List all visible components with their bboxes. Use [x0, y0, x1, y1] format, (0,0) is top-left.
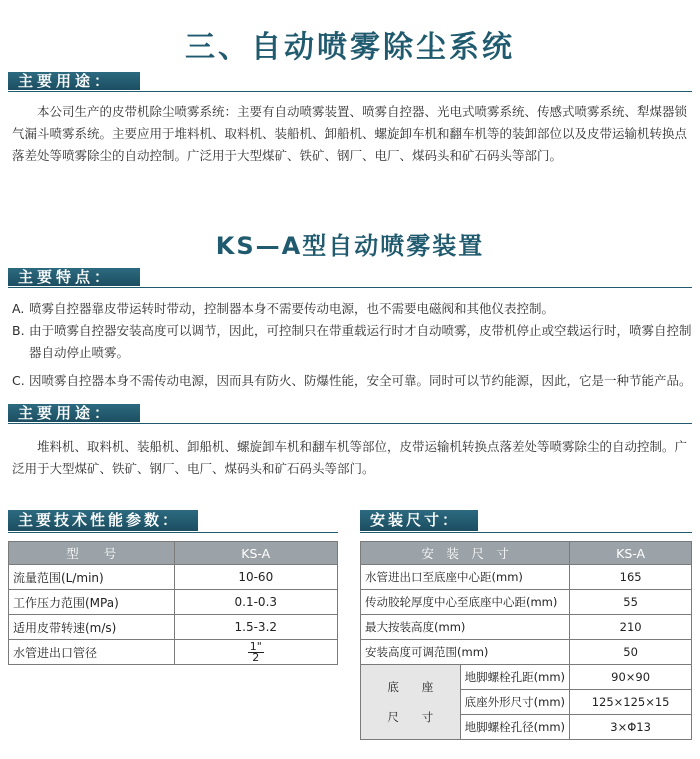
feature-letter: C. — [12, 373, 25, 388]
heading-label: 主要特点： — [18, 268, 114, 286]
table-cell — [174, 640, 337, 665]
table-header-row — [361, 542, 692, 565]
spec-table-heading — [8, 510, 338, 531]
heading-rule — [8, 91, 692, 92]
table-cell: 地脚螺栓孔距(mm) — [460, 665, 570, 690]
feature-item — [12, 320, 692, 364]
table-cell: 地脚螺栓孔径(mm) — [460, 715, 570, 740]
heading-rule — [8, 287, 692, 288]
heading-label: 主要用途： — [18, 404, 114, 422]
table-row — [361, 565, 692, 590]
feature-item — [12, 298, 692, 320]
usage-paragraph-2: 堆料机、取料机、装船机、卸船机、螺旋卸车机和翻车机等部位，皮带运输机转换点落差处等喷雾除尘的自动控制。广泛用于大型煤矿、铁矿、钢厂、电厂、煤码头和矿石码头等部门。 — [12, 439, 688, 476]
table-cell: 最大按装高度(mm) — [361, 615, 570, 640]
table-cell: 水管进出口至底座中心距(mm) — [361, 565, 570, 590]
heading-label: 安装尺寸： — [370, 511, 461, 529]
table-row — [9, 590, 338, 615]
table-row — [361, 615, 692, 640]
table-cell: 55 — [570, 590, 692, 615]
base-dimension-label — [361, 665, 461, 740]
table-cell: 底座外形尺寸(mm) — [460, 690, 570, 715]
table-cell: 1.5-3.2 — [174, 615, 337, 640]
usage-paragraph: 本公司生产的皮带机除尘喷雾系统：主要有自动喷雾装置、喷雾自控器、光电式喷雾系统、传感式喷雾系统、犁煤器锁气漏斗喷雾系统。主要应用于堆料机、取料机、装船机、卸船机、螺旋卸车机和翻车机等的装卸部位以及皮带运输机转换点落差处等喷雾除尘的自动控制。广泛用于大型煤矿、铁矿、钢厂、电厂、煤码头和矿石码头等部门。 — [12, 104, 688, 163]
fraction-numerator: 1" — [249, 639, 262, 653]
table-row — [9, 565, 338, 590]
table-cell: 90×90 — [570, 665, 692, 690]
header-cell: KS-A — [174, 542, 337, 565]
page-title: 三、自动喷雾除尘系统 — [185, 30, 515, 65]
table-row — [361, 665, 692, 690]
table-cell: 适用皮带转速(m/s) — [9, 615, 175, 640]
base-label-top: 底 座 — [387, 680, 434, 694]
table-cell: 传动胶轮厚度中心至底座中心距(mm) — [361, 590, 570, 615]
heading-label: 主要技术性能参数： — [18, 511, 181, 529]
header-cell: 型 号 — [9, 542, 175, 565]
table-cell: 流量范围(L/min) — [9, 565, 175, 590]
heading-rule — [8, 423, 692, 424]
table-row — [361, 590, 692, 615]
feature-letter: B. — [12, 323, 25, 338]
install-table-heading — [360, 510, 692, 531]
table-row — [9, 615, 338, 640]
install-table — [360, 541, 692, 740]
base-label-bottom: 尺 寸 — [387, 710, 434, 724]
pipe-diameter-fraction — [248, 639, 264, 664]
feature-text: 因喷雾自控器本身不需传动电源，因而具有防火、防爆性能，安全可靠。同时可以节约能源，因此，它是一种节能产品。 — [29, 373, 692, 388]
feature-letter: A. — [12, 301, 25, 316]
feature-text: 喷雾自控器靠皮带运转时带动，控制器本身不需要传动电源，也不需要电磁阀和其他仪表控制。 — [29, 301, 555, 316]
table-cell: 165 — [570, 565, 692, 590]
heading-rule — [360, 532, 692, 533]
heading-label: 主要用途： — [18, 72, 114, 90]
table-cell: 0.1-0.3 — [174, 590, 337, 615]
table-cell: 安装高度可调范围(mm) — [361, 640, 570, 665]
table-header-row — [9, 542, 338, 565]
table-cell: 210 — [570, 615, 692, 640]
fraction-denominator: 2 — [252, 650, 260, 664]
table-cell: 3×Φ13 — [570, 715, 692, 740]
product-title: KS—A型自动喷雾装置 — [215, 232, 485, 260]
table-cell: 水管进出口管径 — [9, 640, 175, 665]
spec-table — [8, 541, 338, 665]
table-cell: 10-60 — [174, 565, 337, 590]
table-row — [9, 640, 338, 665]
feature-item — [12, 370, 692, 392]
feature-text: 由于喷雾自控器安装高度可以调节，因此，可控制只在带重载运行时才自动喷雾，皮带机停止或空载运行时，喷雾自控制器自动停止喷雾。 — [29, 323, 692, 360]
header-cell: 安 装 尺 寸 — [361, 542, 570, 565]
header-cell: KS-A — [570, 542, 692, 565]
table-row — [361, 640, 692, 665]
table-cell: 125×125×15 — [570, 690, 692, 715]
table-cell: 50 — [570, 640, 692, 665]
heading-rule — [8, 532, 338, 533]
table-cell: 工作压力范围(MPa) — [9, 590, 175, 615]
